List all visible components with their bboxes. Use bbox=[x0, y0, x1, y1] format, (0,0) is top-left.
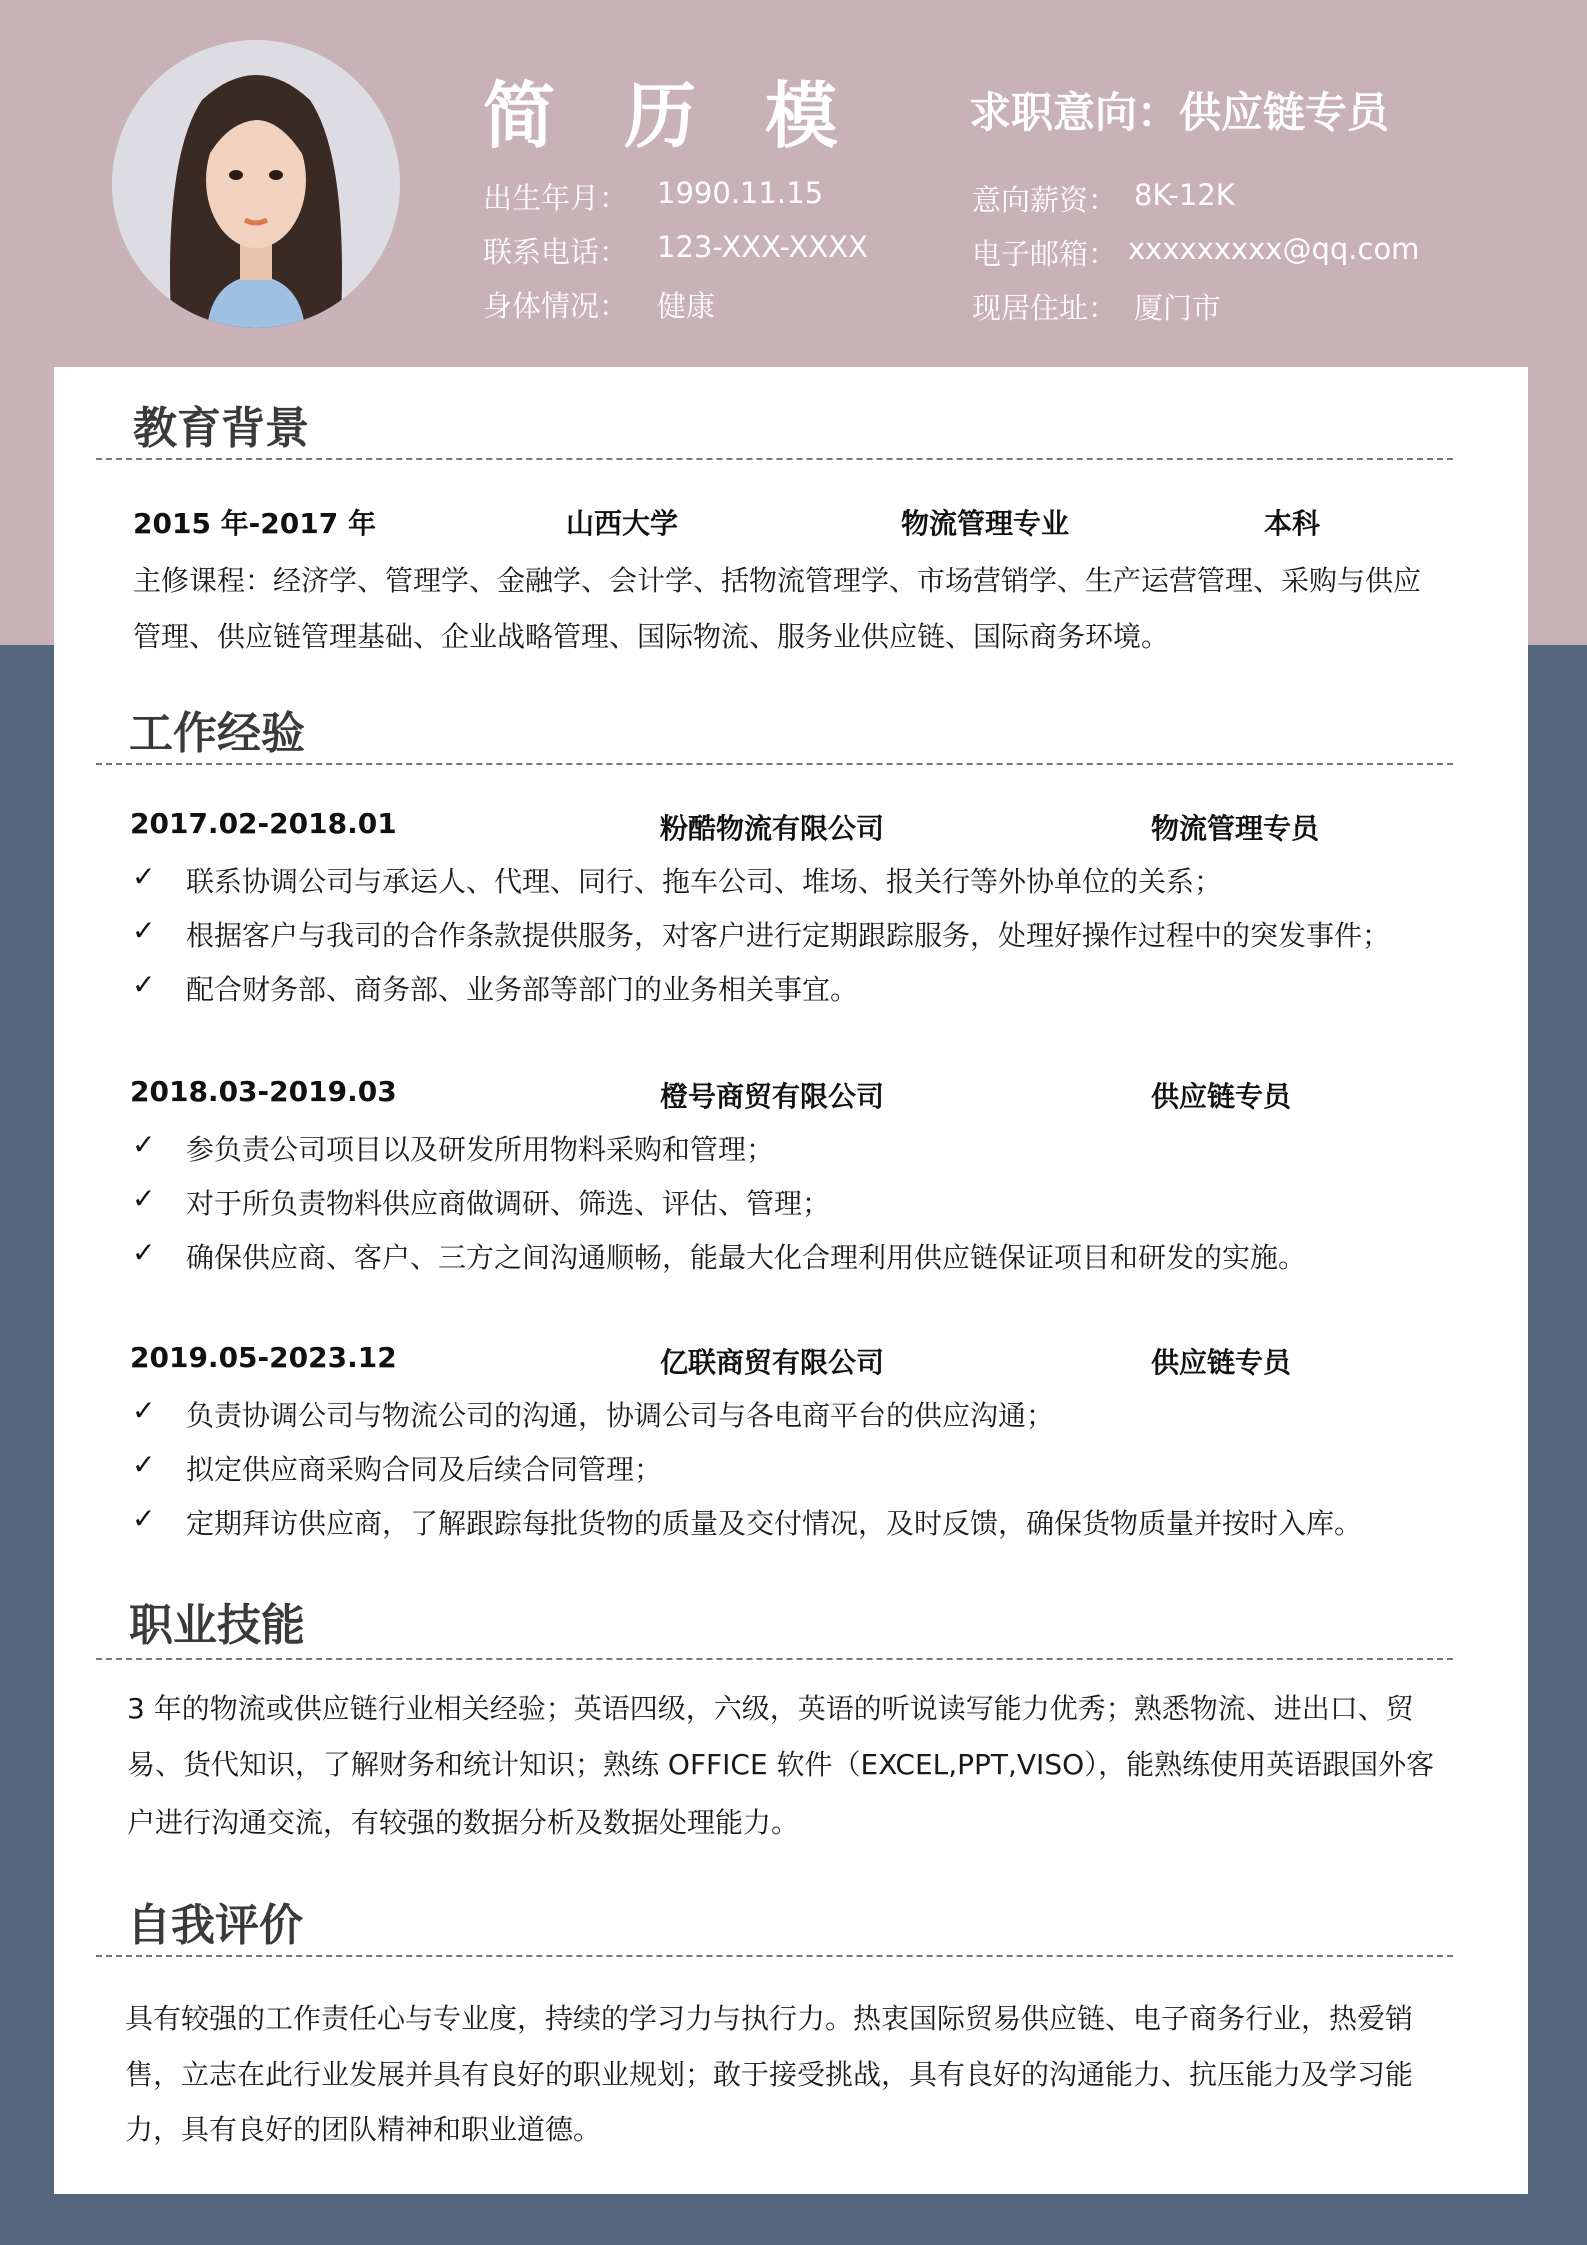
job-role: 供应链专员 bbox=[1151, 1080, 1292, 1113]
job-period: 2018.03-2019.03 bbox=[130, 1075, 397, 1108]
divider bbox=[96, 458, 1453, 460]
divider bbox=[96, 763, 1453, 765]
email-label: 电子邮箱： bbox=[972, 237, 1118, 271]
job-role: 物流管理专员 bbox=[1151, 812, 1320, 845]
job-role: 供应链专员 bbox=[1151, 1346, 1292, 1379]
skills-line: 户进行沟通交流，有较强的数据分析及数据处理能力。 bbox=[127, 1806, 800, 1839]
check-icon: ✓ bbox=[132, 1182, 156, 1215]
check-icon: ✓ bbox=[132, 1394, 156, 1427]
job-duty-item: 定期拜访供应商，了解跟踪每批货物的质量及交付情况，及时反馈，确保货物质量并按时入库。 bbox=[186, 1507, 1363, 1540]
job-duty-item: 对于所负责物料供应商做调研、筛选、评估、管理； bbox=[186, 1187, 831, 1220]
birth-label: 出生年月： bbox=[483, 181, 629, 215]
check-icon: ✓ bbox=[132, 1236, 156, 1269]
job-duty-item: 负责协调公司与物流公司的沟通，协调公司与各电商平台的供应沟通； bbox=[186, 1399, 1055, 1432]
birth-value: 1990.11.15 bbox=[657, 176, 824, 210]
edu-degree: 本科 bbox=[1264, 507, 1321, 540]
salary-label: 意向薪资： bbox=[972, 183, 1118, 217]
check-icon: ✓ bbox=[132, 1128, 156, 1161]
edu-courses-line: 管理、供应链管理基础、企业战略管理、国际物流、服务业供应链、国际商务环境。 bbox=[133, 620, 1170, 653]
self-heading: 自我评价 bbox=[127, 1900, 303, 1951]
self-line: 力，具有良好的团队精神和职业道德。 bbox=[125, 2113, 602, 2146]
phone-label: 联系电话： bbox=[483, 235, 629, 269]
phone-value: 123-XXX-XXXX bbox=[657, 230, 869, 264]
profile-photo bbox=[112, 40, 400, 328]
job-duty-item: 联系协调公司与承运人、代理、同行、拖车公司、堆场、报关行等外协单位的关系； bbox=[186, 865, 1223, 898]
resume-title: 简 历 模 bbox=[483, 74, 860, 158]
job-period: 2019.05-2023.12 bbox=[130, 1341, 397, 1374]
job-duty-item: 配合财务部、商务部、业务部等部门的业务相关事宜。 bbox=[186, 973, 859, 1006]
salary-value: 8K-12K bbox=[1134, 178, 1235, 212]
job-company: 橙号商贸有限公司 bbox=[660, 1080, 885, 1113]
skills-line: 3 年的物流或供应链行业相关经验；英语四级，六级，英语的听说读写能力优秀；熟悉物流、进出口、贸 bbox=[127, 1692, 1414, 1725]
check-icon: ✓ bbox=[132, 1502, 156, 1535]
divider bbox=[96, 1955, 1453, 1957]
check-icon: ✓ bbox=[132, 968, 156, 1001]
job-intent: 求职意向：供应链专员 bbox=[969, 88, 1390, 137]
edu-school: 山西大学 bbox=[566, 507, 679, 540]
job-duty-item: 确保供应商、客户、三方之间沟通顺畅，能最大化合理利用供应链保证项目和研发的实施。 bbox=[186, 1241, 1307, 1274]
edu-courses-line: 主修课程：经济学、管理学、金融学、会计学、括物流管理学、市场营销学、生产运营管理、采购与供应 bbox=[133, 564, 1422, 597]
check-icon: ✓ bbox=[132, 860, 156, 893]
job-company: 粉酷物流有限公司 bbox=[660, 812, 885, 845]
divider bbox=[96, 1658, 1453, 1660]
check-icon: ✓ bbox=[132, 914, 156, 947]
job-duty-item: 拟定供应商采购合同及后续合同管理； bbox=[186, 1453, 663, 1486]
email-value: xxxxxxxxx@qq.com bbox=[1128, 232, 1420, 266]
work-heading: 工作经验 bbox=[129, 708, 305, 759]
check-icon: ✓ bbox=[132, 1448, 156, 1481]
health-value: 健康 bbox=[657, 289, 716, 323]
address-label: 现居住址： bbox=[972, 291, 1118, 325]
health-label: 身体情况： bbox=[483, 289, 629, 323]
skills-heading: 职业技能 bbox=[129, 1600, 305, 1651]
self-line: 具有较强的工作责任心与专业度，持续的学习力与执行力。热衷国际贸易供应链、电子商务行业，热爱销 bbox=[125, 2002, 1414, 2035]
self-line: 售，立志在此行业发展并具有良好的职业规划；敢于接受挑战，具有良好的沟通能力、抗压能力及学习能 bbox=[125, 2058, 1414, 2091]
skills-line: 易、货代知识，了解财务和统计知识；熟练 OFFICE 软件（EXCEL,PPT,VISO），能熟练使用英语跟国外客 bbox=[127, 1748, 1435, 1781]
job-duty-item: 参负责公司项目以及研发所用物料采购和管理； bbox=[186, 1133, 775, 1166]
job-company: 亿联商贸有限公司 bbox=[660, 1346, 885, 1379]
edu-period: 2015 年-2017 年 bbox=[133, 507, 376, 540]
address-value: 厦门市 bbox=[1134, 291, 1222, 325]
edu-major: 物流管理专业 bbox=[901, 507, 1070, 540]
job-duty-item: 根据客户与我司的合作条款提供服务，对客户进行定期跟踪服务，处理好操作过程中的突发事件； bbox=[186, 919, 1391, 952]
education-heading: 教育背景 bbox=[133, 403, 309, 454]
job-period: 2017.02-2018.01 bbox=[130, 807, 397, 840]
